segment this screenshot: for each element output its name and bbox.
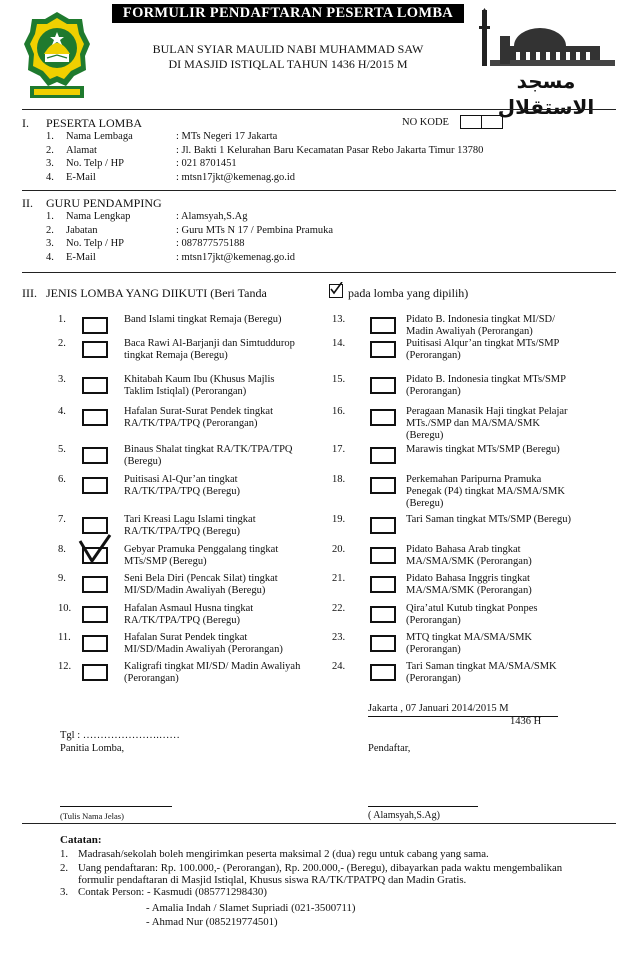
competition-number: 10.: [58, 603, 72, 614]
istiqlal-mosque-logo: [470, 8, 620, 119]
competition-number: 21.: [332, 573, 346, 584]
note-text: Madrasah/sekolah boleh mengirimkan peserta maksimal 2 (dua) regu untuk cabang yang sama.: [78, 848, 489, 860]
pendaftar-signature-line: [368, 806, 478, 807]
peserta-row-value: : Jl. Bakti 1 Kelurahan Baru Kecamatan Pasar Rebo Jakarta Timur 13780: [176, 144, 484, 156]
competition-label: Pidato B. Indonesia tingkat MTs/SMP: [406, 374, 566, 385]
competition-label-line2: Penegak (P4) tingkat MA/SMA/SMK: [406, 486, 565, 497]
competition-label: Hafalan Surat-Surat Pendek tingkat: [124, 406, 273, 417]
subtitle-line-2: DI MASJID ISTIQLAL TAHUN 1436 H/2015 M: [168, 57, 408, 71]
competition-checkbox[interactable]: [82, 447, 108, 464]
section1-title: PESERTA LOMBA: [46, 116, 142, 130]
peserta-row-number: 2.: [46, 144, 54, 156]
competition-label: Puitisasi Alqur’an tingkat MTs/SMP: [406, 338, 560, 349]
competition-checkbox[interactable]: [370, 517, 396, 534]
competition-checkbox[interactable]: [82, 664, 108, 681]
competition-label-line2: (Perorangan): [406, 615, 461, 626]
pendaftar-name: ( Alamsyah,S.Ag): [368, 810, 440, 821]
competition-checkbox[interactable]: [370, 447, 396, 464]
competition-checkbox[interactable]: [370, 477, 396, 494]
pendaftar-label: Pendaftar,: [368, 743, 411, 754]
section2-number: II.: [22, 196, 33, 210]
competition-number: 7.: [58, 514, 66, 525]
note-text: Uang pendaftaran: Rp. 100.000,- (Perorangan), Rp. 200.000,- (Beregu), dibayarkan pada waktu mengembalikan: [78, 862, 563, 874]
competition-label-line2: (Perorangan): [406, 644, 461, 655]
competition-label-line2: (Perorangan): [406, 386, 461, 397]
contact-person: - Ahmad Nur (085219774501): [146, 916, 278, 928]
competition-number: 9.: [58, 573, 66, 584]
competition-checkbox[interactable]: [370, 576, 396, 593]
peserta-row-label: No. Telp / HP: [66, 158, 124, 169]
competition-label: Peragaan Manasik Haji tingkat Pelajar: [406, 406, 568, 417]
competition-label-line2: (Perorangan): [406, 350, 461, 361]
competition-checkbox[interactable]: [82, 517, 108, 534]
competition-number: 17.: [332, 444, 346, 455]
competition-label: Band Islami tingkat Remaja (Beregu): [124, 314, 282, 325]
competition-label: Khitabah Kaum Ibu (Khusus Majlis: [124, 374, 275, 385]
competition-label-line2: MI/SD/Madin Awaliyah (Perorangan): [124, 644, 283, 655]
checkmark-icon: [78, 535, 112, 565]
competition-label-line2: MI/SD/Madin Awaliyah (Beregu): [124, 585, 266, 596]
competition-checkbox[interactable]: [82, 576, 108, 593]
note-number: 1.: [60, 848, 69, 860]
competition-checkbox[interactable]: [370, 341, 396, 358]
peserta-row-value: : 021 8701451: [176, 158, 237, 169]
guru-row-number: 4.: [46, 251, 54, 263]
competition-label-line2: RA/TK/TPA/TPQ (Perorangan): [124, 418, 258, 429]
competition-label-line2: RA/TK/TPA/TPQ (Beregu): [124, 486, 240, 497]
competition-label: MTQ tingkat MA/SMA/SMK: [406, 632, 533, 643]
no-kode-box-1[interactable]: [460, 115, 482, 129]
competition-checkbox[interactable]: [82, 341, 108, 358]
no-kode-label: NO KODE: [402, 117, 449, 128]
competition-label: Puitisasi Al-Qur’an tingkat: [124, 474, 238, 485]
guru-row-label: E-Mail: [66, 251, 96, 263]
section3-title-post: pada lomba yang dipilih): [348, 286, 469, 300]
hijri-year: 1436 H: [510, 716, 542, 727]
competition-checkbox[interactable]: [82, 477, 108, 494]
competition-label-line2: MTs./SMP dan MA/SMA/SMK: [406, 418, 540, 429]
note-text-line2: formulir pendaftaran di Masjid Istiqlal, Khusus siswa RA/TK/TPATPQ dan Madin Gratis.: [78, 874, 467, 886]
competition-label: Binaus Shalat tingkat RA/TK/TPA/TPQ: [124, 444, 293, 455]
guru-row-label: No. Telp / HP: [66, 238, 124, 249]
no-kode-box-2[interactable]: [481, 115, 503, 129]
peserta-row-label: Alamat: [66, 144, 97, 156]
competition-label-line2: (Beregu): [124, 456, 162, 467]
competition-checkbox[interactable]: [370, 606, 396, 623]
peserta-row-number: 4.: [46, 171, 54, 183]
competition-number: 6.: [58, 474, 66, 485]
place-date: Jakarta , 07 Januari 2014/2015 M: [368, 703, 509, 714]
peserta-row-number: 1.: [46, 131, 54, 142]
competition-number: 12.: [58, 661, 72, 672]
competition-label: Gebyar Pramuka Penggalang tingkat: [124, 544, 279, 555]
competition-number: 2.: [58, 338, 66, 349]
competition-label: Hafalan Surat Pendek tingkat: [124, 632, 248, 643]
panitia-name-hint: (Tulis Nama Jelas): [60, 811, 124, 821]
guru-row-number: 2.: [46, 224, 54, 236]
peserta-row-number: 3.: [46, 158, 54, 169]
guru-row-number: 1.: [46, 211, 54, 222]
competition-number: 3.: [58, 374, 66, 385]
peserta-row-value: : mtsn17jkt@kemenag.go.id: [176, 171, 296, 183]
competition-number: 18.: [332, 474, 346, 485]
peserta-row-label: E-Mail: [66, 171, 96, 183]
competition-label-line2: MA/SMA/SMK (Perorangan): [406, 556, 532, 567]
competition-checkbox[interactable]: [370, 547, 396, 564]
competition-label-line2: (Perorangan): [406, 673, 461, 684]
competition-label: Kaligrafi tingkat MI/SD/ Madin Awaliyah: [124, 661, 301, 672]
competition-label: Qira’atul Kutub tingkat Ponpes: [406, 603, 538, 614]
competition-number: 5.: [58, 444, 66, 455]
section3-number: III.: [22, 286, 37, 300]
competition-number: 19.: [332, 514, 346, 525]
competition-checkbox[interactable]: [370, 664, 396, 681]
competition-number: 8.: [58, 544, 66, 555]
competition-checkbox[interactable]: [82, 547, 108, 564]
guru-row-label: Jabatan: [66, 224, 98, 236]
tgl-field: Tgl : ………………….……: [60, 730, 180, 741]
competition-label: Pidato B. Indonesia tingkat MI/SD/: [406, 314, 556, 325]
form-title: FORMULIR PENDAFTARAN PESERTA LOMBA: [112, 4, 464, 23]
competition-checkbox[interactable]: [82, 377, 108, 394]
section2-divider: [22, 272, 616, 273]
guru-row-value: : mtsn17jkt@kemenag.go.id: [176, 251, 296, 263]
section1-number: I.: [22, 116, 29, 130]
competition-checkbox[interactable]: [82, 635, 108, 652]
competition-label-line2: Madin Awaliyah (Perorangan): [406, 326, 533, 337]
competition-label-line3: (Beregu): [406, 430, 444, 441]
competition-number: 16.: [332, 406, 346, 417]
guru-row-value: : 087877575188: [176, 238, 245, 249]
guru-row-value: : Guru MTs N 17 / Pembina Pramuka: [176, 224, 334, 236]
competition-label: Seni Bela Diri (Pencak Silat) tingkat: [124, 573, 278, 584]
competition-label: Pidato Bahasa Inggris tingkat: [406, 573, 530, 584]
panitia-signature-line: [60, 806, 172, 807]
guru-row-label: Nama Lengkap: [66, 211, 131, 222]
note-text: Contak Person: - Kasmudi (085771298430): [78, 886, 267, 898]
note-number: 3.: [60, 886, 69, 898]
note-number: 2.: [60, 862, 69, 874]
competition-number: 22.: [332, 603, 346, 614]
peserta-row-label: Nama Lembaga: [66, 131, 133, 142]
competition-checkbox[interactable]: [370, 317, 396, 334]
guru-row-value: : Alamsyah,S.Ag: [176, 211, 248, 222]
competition-label: Tari Kreasi Lagu Islami tingkat: [124, 514, 256, 525]
competition-number: 13.: [332, 314, 346, 325]
competition-number: 4.: [58, 406, 66, 417]
signature-divider: [22, 823, 616, 824]
competition-checkbox[interactable]: [370, 635, 396, 652]
section3-title-pre: JENIS LOMBA YANG DIIKUTI (Beri Tanda: [46, 286, 267, 300]
competition-number: 23.: [332, 632, 346, 643]
checkmark-legend-icon: [329, 284, 343, 298]
competition-number: 1.: [58, 314, 66, 325]
section1-divider: [22, 190, 616, 191]
competition-label-line2: RA/TK/TPA/TPQ (Beregu): [124, 615, 240, 626]
contact-person: - Amalia Indah / Slamet Supriadi (021-3500711): [146, 902, 356, 914]
competition-number: 11.: [58, 632, 71, 643]
competition-checkbox[interactable]: [370, 377, 396, 394]
competition-label-line2: MA/SMA/SMK (Perorangan): [406, 585, 532, 596]
competition-number: 20.: [332, 544, 346, 555]
competition-checkbox[interactable]: [370, 409, 396, 426]
competition-checkbox[interactable]: [82, 317, 108, 334]
competition-label: Tari Saman tingkat MTs/SMP (Beregu): [406, 514, 571, 525]
subtitle-line-1: BULAN SYIAR MAULID NABI MUHAMMAD SAW: [152, 42, 424, 56]
competition-number: 15.: [332, 374, 346, 385]
competition-label-line2: MTs/SMP (Beregu): [124, 556, 207, 567]
kemenag-logo: [22, 10, 92, 102]
competition-label-line2: tingkat Remaja (Beregu): [124, 350, 228, 361]
guru-row-number: 3.: [46, 238, 54, 249]
competition-label: Perkemahan Paripurna Pramuka: [406, 474, 542, 485]
competition-label-line3: (Beregu): [406, 498, 444, 509]
peserta-row-value: : MTs Negeri 17 Jakarta: [176, 131, 278, 142]
competition-label: Tari Saman tingkat MA/SMA/SMK: [406, 661, 557, 672]
competition-label: Marawis tingkat MTs/SMP (Beregu): [406, 444, 560, 455]
istiqlal-arabic-text: مسجد الاستقلال: [497, 69, 595, 119]
competition-checkbox[interactable]: [82, 606, 108, 623]
competition-label: Baca Rawi Al-Barjanji dan Simtuddurор: [124, 338, 295, 349]
competition-label-line2: (Perorangan): [124, 673, 179, 684]
competition-label: Pidato Bahasa Arab tingkat: [406, 544, 521, 555]
competition-label-line2: Taklim Istiqlal) (Perorangan): [124, 386, 247, 397]
competition-number: 24.: [332, 661, 346, 672]
competition-label: Hafalan Asmaul Husna tingkat: [124, 603, 254, 614]
section2-title: GURU PENDAMPING: [46, 196, 162, 210]
competition-number: 14.: [332, 338, 346, 349]
header-divider: [22, 109, 616, 110]
competition-checkbox[interactable]: [82, 409, 108, 426]
notes-title: Catatan:: [60, 834, 102, 846]
competition-label-line2: RA/TK/TPA/TPQ (Beregu): [124, 526, 240, 537]
panitia-label: Panitia Lomba,: [60, 743, 125, 754]
